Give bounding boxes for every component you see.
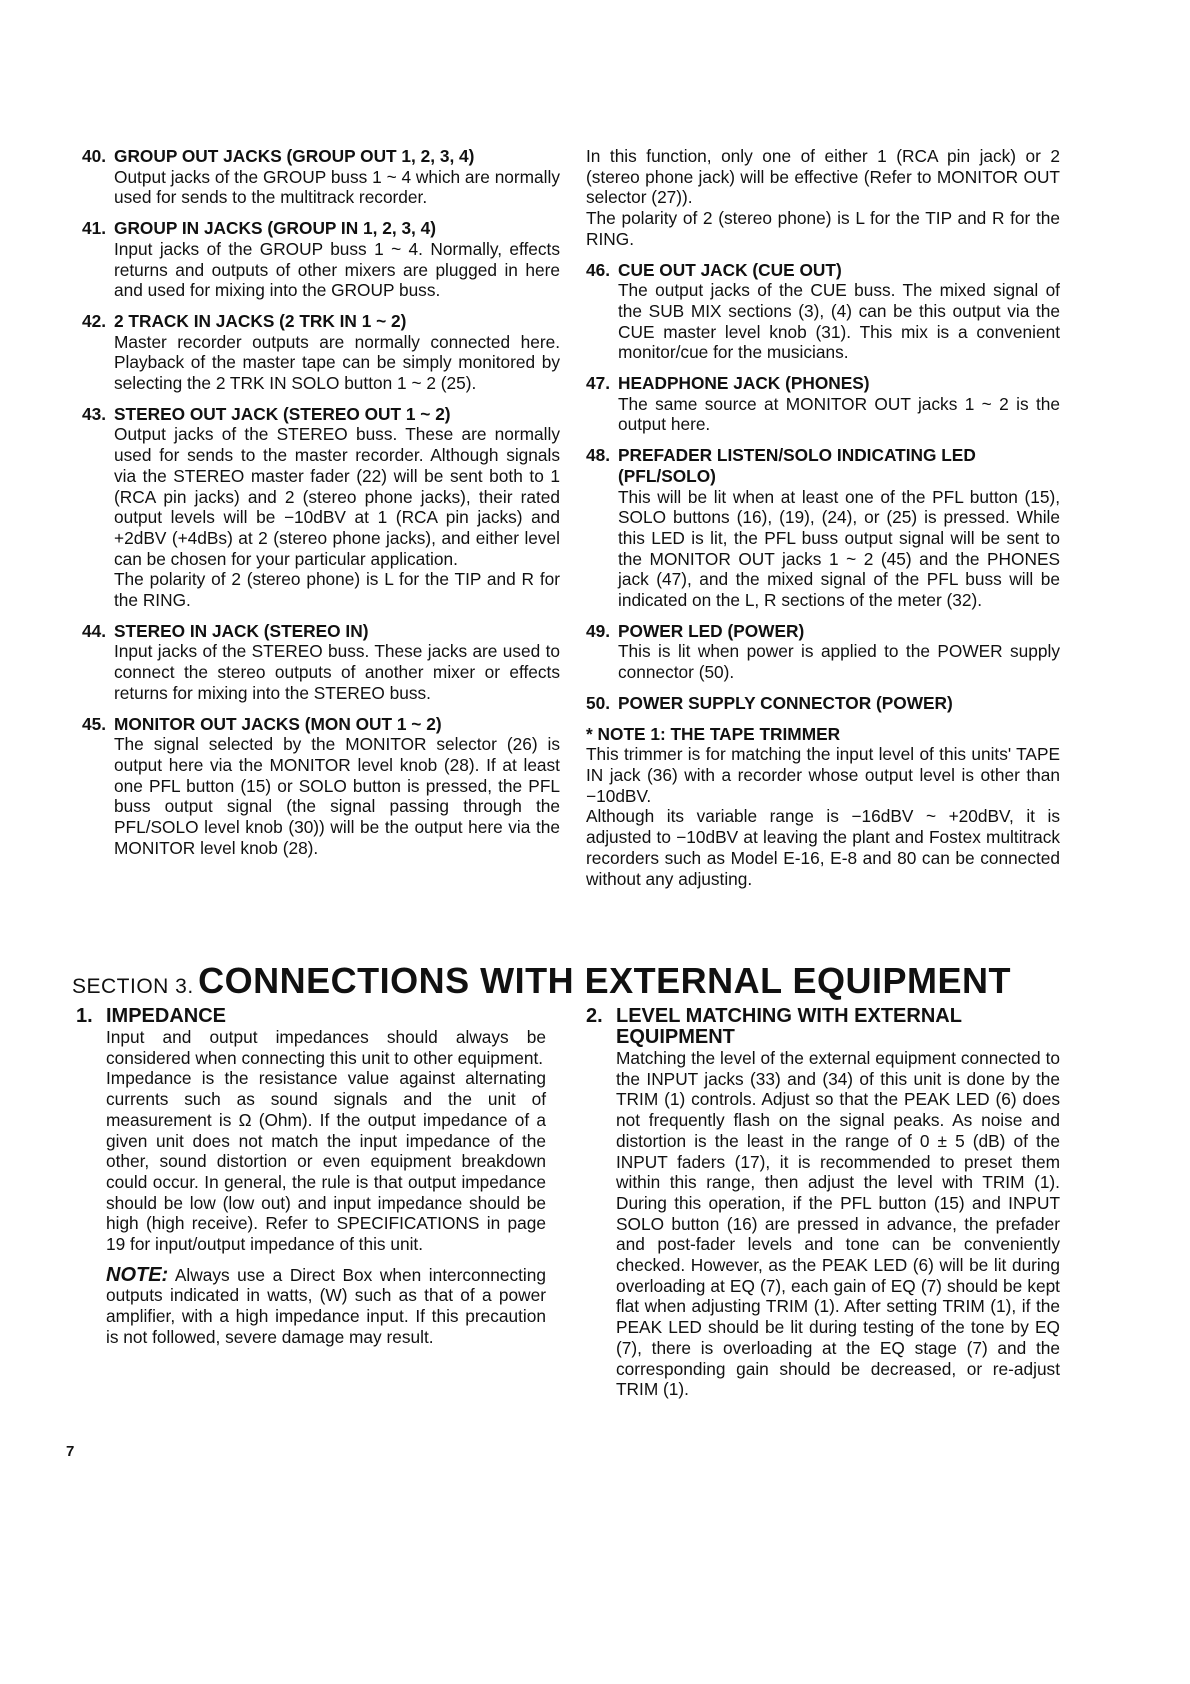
continued-text: The polarity of 2 (stereo phone) is L for the TIP and R for the RING. [586, 208, 1060, 249]
item-title: GROUP IN JACKS (GROUP IN 1, 2, 3, 4) [114, 218, 437, 239]
note-title: * NOTE 1: THE TAPE TRIMMER [586, 723, 841, 744]
page-number: 7 [66, 1443, 75, 1460]
item-50 [586, 693, 1060, 714]
subsection-text: Input and output impedances should always be considered when connecting this unit to other equipment. [106, 1027, 546, 1068]
item-number: 40. [82, 146, 107, 166]
item-title: GROUP OUT JACKS (GROUP OUT 1, 2, 3, 4) [114, 146, 475, 166]
subsection-title: IMPEDANCE [106, 1005, 227, 1027]
item-number: 45. [82, 713, 107, 734]
section-label: SECTION 3. [72, 975, 194, 998]
item-45-continued [586, 146, 1060, 250]
subsection-text: Matching the level of the external equipment connected to the INPUT jacks (33) and (34) of this unit is done by the TRIM (1) controls. Adjust so that the PEAK LED (6) does not frequently flash on the signal peaks. As noise and distortion is the least in the range of 0 ± 5 (dB) of the INPUT faders (17), it is recommended to preset them within this range, then adjust the level with TRIM (1). During this operation, if the PFL button (15) and INPUT SOLO button (16) are pressed in advance, the prefader and post-fader levels and tone can be conveniently checked. However, as the PEAK LED (6) will be lit during overloading at EQ (7), each gain of EQ (7) should be kept flat when adjusting TRIM (1). After setting TRIM (1), if the PEAK LED should be lit during testing of the tone by EQ (7), there is overloading at the EQ stage (7) and the corresponding gain should be decreased, or re-adjust TRIM (1). [616, 1048, 1060, 1400]
item-49 [586, 621, 1060, 683]
item-number: 50. [586, 692, 611, 713]
item-text: The same source at MONITOR OUT jacks 1 ~ 2 is the output here. [618, 393, 1060, 435]
continued-text: In this function, only one of either 1 (RCA pin jack) or 2 (stereo phone jack) will be effective (Refer to MONITOR OUT selector (27)). [586, 146, 1060, 208]
item-text: The polarity of 2 (stereo phone) is L for the TIP and R for the RING. [114, 569, 560, 611]
item-41 [82, 218, 560, 301]
item-number: 48. [586, 445, 611, 466]
item-46 [586, 260, 1060, 364]
note-text: Although its variable range is −16dBV ~ +20dBV, it is adjusted to −10dBV at leaving the plant and Fostex multitrack recorders such as Model E-16, E-8 and 80 can be connected without any adjusting. [586, 806, 1060, 889]
item-text: Input jacks of the STEREO buss. These jacks are used to connect the stereo outputs of another mixer or effects returns for mixing into the STEREO buss. [114, 641, 560, 703]
note-label: NOTE: [106, 1263, 169, 1286]
item-text: This is lit when power is applied to the POWER supply connector (50). [618, 641, 1060, 683]
item-title: STEREO OUT JACK (STEREO OUT 1 ~ 2) [114, 403, 451, 424]
left-column [82, 146, 560, 869]
impedance-note [106, 1265, 546, 1348]
item-text: Master recorder outputs are normally connected here. Playback of the master tape can be simply monitored by selecting the 2 TRK IN SOLO button 1 ~ 2 (25). [114, 331, 560, 394]
item-title: HEADPHONE JACK (PHONES) [618, 373, 870, 394]
item-text: Output jacks of the STEREO buss. These are normally used for sends to the master recorder. Although signals via the STEREO master fader (22) will be sent both to 1 (RCA pin jacks) and 2 (stereo phone jacks), their rated output levels will be −10dBV at 1 (RCA pin jacks) and +2dBV (+4dBs) at 2 (stereo phone jacks), and either level can be chosen for your particular application. [114, 424, 560, 569]
item-text: Input jacks of the GROUP buss 1 ~ 4. Normally, effects returns and outputs of other mixers are plugged in here and used for mixing into the GROUP buss. [114, 238, 560, 301]
note-text: Always use a Direct Box when interconnecting outputs indicated in watts, (W) such as that of a power amplifier, with a high impedance input. If this precaution is not followed, severe damage may result. [106, 1264, 546, 1347]
item-number: 44. [82, 620, 107, 641]
subsection-text: Impedance is the resistance value against alternating currents such as sound signals and the unit of measurement is Ω (Ohm). If the output impedance of a given unit does not match the input impedance of the other, sound distortion or even equipment breakdown could occur. In general, the rule is that output impedance should be low (low out) and input impedance should be high (high receive). Refer to SPECIFICATIONS in page 19 for input/output impedance of this unit. [106, 1068, 546, 1255]
right-column [586, 146, 1060, 889]
item-title: 2 TRACK IN JACKS (2 TRK IN 1 ~ 2) [114, 310, 407, 331]
item-number: 41. [82, 218, 107, 239]
section-heading [72, 960, 1011, 1002]
impedance-section [76, 1006, 546, 1348]
item-44 [82, 621, 560, 704]
item-42 [82, 311, 560, 394]
item-title: PREFADER LISTEN/SOLO INDICATING LED (PFL/SOLO) [618, 445, 976, 486]
subsection-number: 1. [76, 1005, 93, 1027]
item-number: 43. [82, 403, 107, 424]
item-number: 47. [586, 373, 611, 394]
item-47 [586, 373, 1060, 435]
item-45 [82, 714, 560, 859]
note-1 [586, 724, 1060, 890]
item-48 [586, 445, 1060, 611]
item-number: 46. [586, 259, 611, 280]
item-number: 49. [586, 620, 611, 641]
section-title: CONNECTIONS WITH EXTERNAL EQUIPMENT [198, 960, 1012, 1001]
note-text: This trimmer is for matching the input level of this units' TAPE IN jack (36) with a recorder whose output level is other than −10dBV. [586, 744, 1060, 806]
item-title: POWER LED (POWER) [618, 620, 805, 641]
item-title: CUE OUT JACK (CUE OUT) [618, 259, 842, 280]
subsection-title: LEVEL MATCHING WITH EXTERNAL EQUIPMENT [616, 1005, 962, 1048]
item-40 [82, 146, 560, 208]
item-text: Output jacks of the GROUP buss 1 ~ 4 which are normally used for sends to the multitrack recorder. [114, 166, 560, 208]
item-title: STEREO IN JACK (STEREO IN) [114, 620, 369, 641]
item-title: MONITOR OUT JACKS (MON OUT 1 ~ 2) [114, 713, 442, 734]
item-number: 42. [82, 310, 107, 331]
subsection-number: 2. [586, 1005, 603, 1027]
item-43 [82, 404, 560, 611]
item-title: POWER SUPPLY CONNECTOR (POWER) [618, 692, 953, 713]
item-text: The output jacks of the CUE buss. The mixed signal of the SUB MIX sections (3), (4) can be this output via the CUE master level knob (31). This mix is a convenient monitor/cue for the musicians. [618, 280, 1060, 363]
item-text: This will be lit when at least one of the PFL button (15), SOLO buttons (16), (19), (24), or (25) is pressed. While this LED is lit, the PFL buss output signal will be sent to the MONITOR OUT jacks 1 ~ 2 (45) and the PHONES jack (47), and the mixed signal of the PFL buss will be indicated on the L, R sections of the meter (32). [618, 486, 1060, 611]
item-text: The signal selected by the MONITOR selector (26) is output here via the MONITOR level knob (28). If at least one PFL button (15) or SOLO button is pressed, the PFL buss output signal (the signal passing through the PFL/SOLO level knob (30)) will be the output here via the MONITOR level knob (28). [114, 734, 560, 858]
level-matching-section [586, 1006, 1060, 1400]
